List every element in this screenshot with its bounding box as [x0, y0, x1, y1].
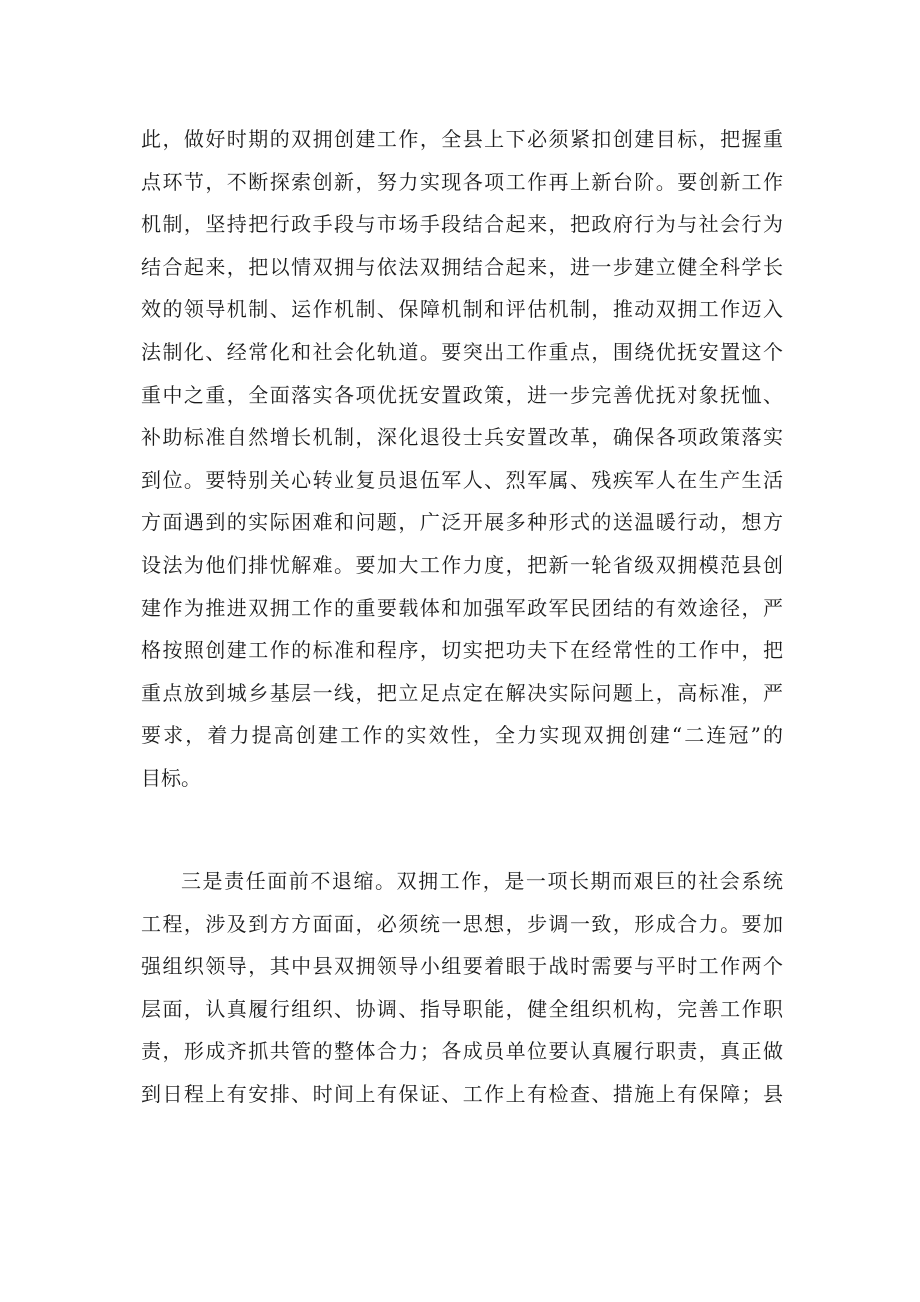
text-line: 方面遇到的实际困难和问题，广泛开展多种形式的送温暖行动，想方 [141, 510, 783, 535]
text-line: 工程，涉及到方方面面，必须统一思想，步调一致，形成合力。要加 [141, 911, 783, 936]
text-line: 建作为推进双拥工作的重要载体和加强军政军民团结的有效途径，严 [141, 595, 783, 620]
text-line: 目标。 [141, 765, 201, 790]
text-line: 强组织领导，其中县双拥领导小组要着眼于战时需要与平时工作两个 [141, 954, 783, 979]
text-line: 此，做好时期的双拥创建工作，全县上下必须紧扣创建目标，把握重 [141, 127, 783, 151]
text-line: 重点放到城乡基层一线，把立足点定在解决实际问题上，高标准，严 [141, 680, 783, 705]
text-line: 到日程上有安排、时间上有保证、工作上有检查、措施上有保障；县 [141, 1081, 783, 1106]
text-line: 机制，坚持把行政手段与市场手段结合起来，把政府行为与社会行为 [141, 212, 783, 237]
text-line: 三是责任面前不退缩。双拥工作，是一项长期而艰巨的社会系统 [181, 869, 783, 893]
text-line: 法制化、经常化和社会化轨道。要突出工作重点，围绕优抚安置这个 [141, 339, 783, 364]
text-line: 设法为他们排忧解难。要加大工作力度，把新一轮省级双拥模范县创 [141, 552, 783, 577]
text-line: 责，形成齐抓共管的整体合力；各成员单位要认真履行职责，真正做 [141, 1039, 783, 1064]
text-line: 补助标准自然增长机制，深化退役士兵安置改革，确保各项政策落实 [141, 425, 783, 450]
paragraph-1 [141, 118, 783, 800]
text-line: 层面，认真履行组织、协调、指导职能，健全组织机构，完善工作职 [141, 996, 783, 1021]
text-line: 点环节，不断探索创新，努力实现各项工作再上新台阶。要创新工作 [141, 169, 783, 194]
text-line: 重中之重，全面落实各项优抚安置政策，进一步完善优抚对象抚恤、 [141, 382, 783, 407]
text-line: 格按照创建工作的标准和程序，切实把功夫下在经常性的工作中，把 [141, 638, 783, 663]
text-line: 到位。要特别关心转业复员退伍军人、烈军属、残疾军人在生产生活 [141, 467, 783, 492]
text-line: 效的领导机制、运作机制、保障机制和评估机制，推动双拥工作迈入 [141, 297, 783, 322]
text-line: 要求，着力提高创建工作的实效性，全力实现双拥创建“二连冠”的 [141, 723, 783, 748]
text-line: 结合起来，把以情双拥与依法双拥结合起来，进一步建立健全科学长 [141, 254, 783, 279]
paragraph-2 [141, 860, 783, 1116]
